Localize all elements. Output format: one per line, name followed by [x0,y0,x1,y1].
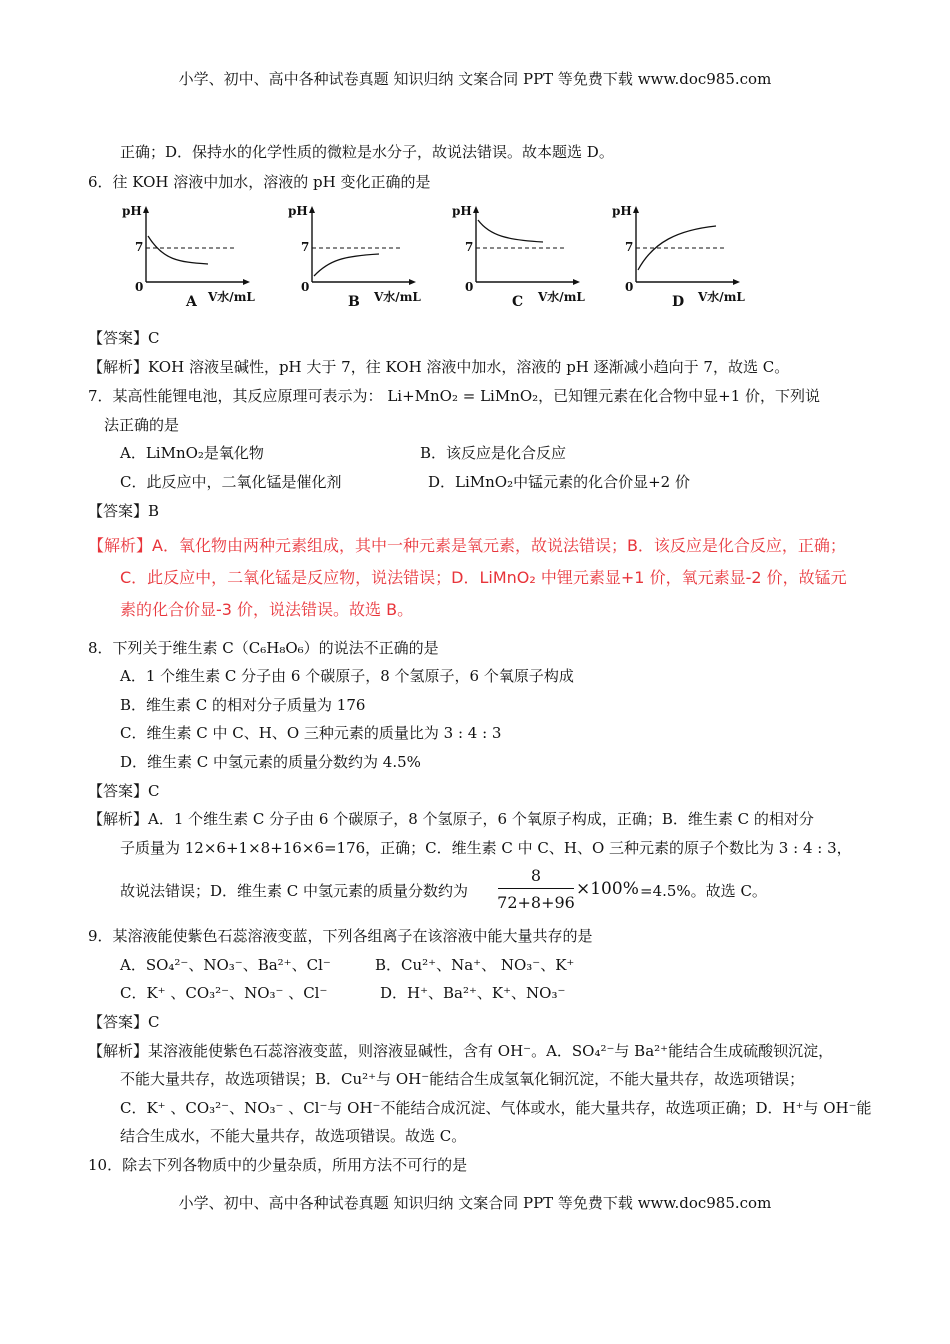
graph-c-origin: 0 [465,280,474,294]
page-header: 小学、初中、高中各种试卷真题 知识归纳 文案合同 PPT 等免费下载 www.doc985.com [178,70,772,88]
option-7b: B．该反应是化合反应 [420,444,567,462]
graph-b [284,202,424,314]
graph-a-xlabel: V水/mL [208,290,255,304]
explanation-9-line2: 不能大量共存，故选项错误；B．Cu²⁺与 OH⁻能结合生成氢氧化铜沉淀，不能大量共存，故选项错误； [120,1070,805,1088]
graph-a-ylabel: pH [122,204,142,218]
graph-b-ylabel: pH [288,204,308,218]
graph-d-xlabel: V水/mL [698,290,745,304]
graph-a-seven: 7 [135,240,144,254]
graph-d-seven: 7 [625,240,634,254]
question-9: 9．某溶液能使紫色石蕊溶液变蓝，下列各组离子在该溶液中能大量共存的是 [88,927,593,945]
graph-d-label: D [672,294,685,310]
graph-a [118,202,258,314]
fraction-numerator: 8 [530,866,542,885]
explanation-8-line2: 子质量为 12×6+1×8+16×6=176，正确；C．维生素 C 中 C、H、O 三种元素的原子个数比为 3 : 4 : 3， [120,839,852,857]
explanation-7-line2: C．此反应中，二氧化锰是反应物，说法错误；D．LiMnO₂ 中锂元素显+1 价，氧元素显-2 价，故锰元 [120,568,847,587]
option-8a: A．1 个维生素 C 分子由 6 个碳原子，8 个氢原子，6 个氧原子构成 [120,667,574,685]
explanation-7-line1: 【解析】A．氧化物由两种元素组成，其中一种元素是氧元素，故说法错误；B．该反应是化合反应，正确； [88,536,846,555]
explanation-9-line3: C．K⁺ 、CO₃²⁻、NO₃⁻ 、Cl⁻与 OH⁻不能结合成沉淀、气体或水，能大量共存，故选项正确；D．H⁺与 OH⁻能 [120,1099,872,1117]
graph-b-seven: 7 [301,240,310,254]
option-9d: D．H⁺、Ba²⁺、K⁺、NO₃⁻ [380,984,566,1002]
graph-b-xlabel: V水/mL [374,290,421,304]
graph-a-origin: 0 [135,280,144,294]
question-8: 8．下列关于维生素 C（C₆H₈O₆）的说法不正确的是 [88,639,439,657]
option-9b: B．Cu²⁺、Na⁺、 NO₃⁻、K⁺ [375,956,575,974]
ph-graphs [118,202,758,314]
option-7d: D．LiMnO₂中锰元素的化合价显+2 价 [428,473,690,491]
question-7: 7．某高性能锂电池，其反应原理可表示为： Li+MnO₂ = LiMnO₂，已知锂元素在化合物中显+1 价，下列说 [88,387,821,405]
question-6: 6．往 KOH 溶液中加水，溶液的 pH 变化正确的是 [88,173,431,191]
answer-9: 【答案】C [88,1013,160,1031]
option-8d: D．维生素 C 中氢元素的质量分数约为 4.5% [120,753,421,771]
graph-c-label: C [512,294,524,310]
page-footer: 小学、初中、高中各种试卷真题 知识归纳 文案合同 PPT 等免费下载 www.doc985.com [178,1194,772,1212]
graph-c-seven: 7 [465,240,474,254]
option-9a: A．SO₄²⁻、NO₃⁻、Ba²⁺、Cl⁻ [120,956,331,974]
fraction-percent: ×100% [576,879,639,899]
explanation-8-line1: 【解析】A．1 个维生素 C 分子由 6 个碳原子，8 个氢原子，6 个氧原子构成，正确；B．维生素 C 的相对分 [88,810,814,828]
question-10: 10．除去下列各物质中的少量杂质，所用方法不可行的是 [88,1156,468,1174]
explanation-8-line3: 故说法错误；D．维生素 C 中氢元素的质量分数约为 [120,882,469,900]
graph-c-xlabel: V水/mL [538,290,585,304]
graph-a-label: A [186,294,197,310]
option-7a: A．LiMnO₂是氧化物 [120,444,264,462]
question-7-cont: 法正确的是 [104,416,180,434]
option-8c: C．维生素 C 中 C、H、O 三种元素的质量比为 3 : 4 : 3 [120,724,502,742]
explanation-9-line4: 结合生成水，不能大量共存，故选项错误。故选 C。 [120,1127,467,1145]
option-7c: C．此反应中，二氧化锰是催化剂 [120,473,342,491]
graph-c-ylabel: pH [452,204,472,218]
answer-7: 【答案】B [88,502,160,520]
graph-d-origin: 0 [625,280,634,294]
graph-b-label: B [348,294,360,310]
explanation-8-result: =4.5%。故选 C。 [640,882,767,900]
answer-8: 【答案】C [88,782,160,800]
text-line: 正确；D．保持水的化学性质的微粒是水分子，故说法错误。故本题选 D。 [120,143,614,161]
option-9c: C．K⁺ 、CO₃²⁻、NO₃⁻ 、Cl⁻ [120,984,328,1002]
graph-b-origin: 0 [301,280,310,294]
explanation-7-line3: 素的化合价显-3 价，说法错误。故选 B。 [120,600,414,619]
graph-d-ylabel: pH [612,204,632,218]
graph-c [448,202,588,314]
graph-d [608,202,748,314]
explanation-6: 【解析】KOH 溶液呈碱性，pH 大于 7，往 KOH 溶液中加水，溶液的 pH 逐渐减小趋向于 7，故选 C。 [88,358,790,376]
fraction-denominator: 72+8+96 [497,893,575,912]
answer-6: 【答案】C [88,329,160,347]
explanation-9-line1: 【解析】某溶液能使紫色石蕊溶液变蓝，则溶液显碱性，含有 OH⁻。A．SO₄²⁻与 Ba²⁺能结合生成硫酸钡沉淀， [88,1042,834,1060]
fraction-bar [498,888,574,889]
option-8b: B．维生素 C 的相对分子质量为 176 [120,696,366,714]
